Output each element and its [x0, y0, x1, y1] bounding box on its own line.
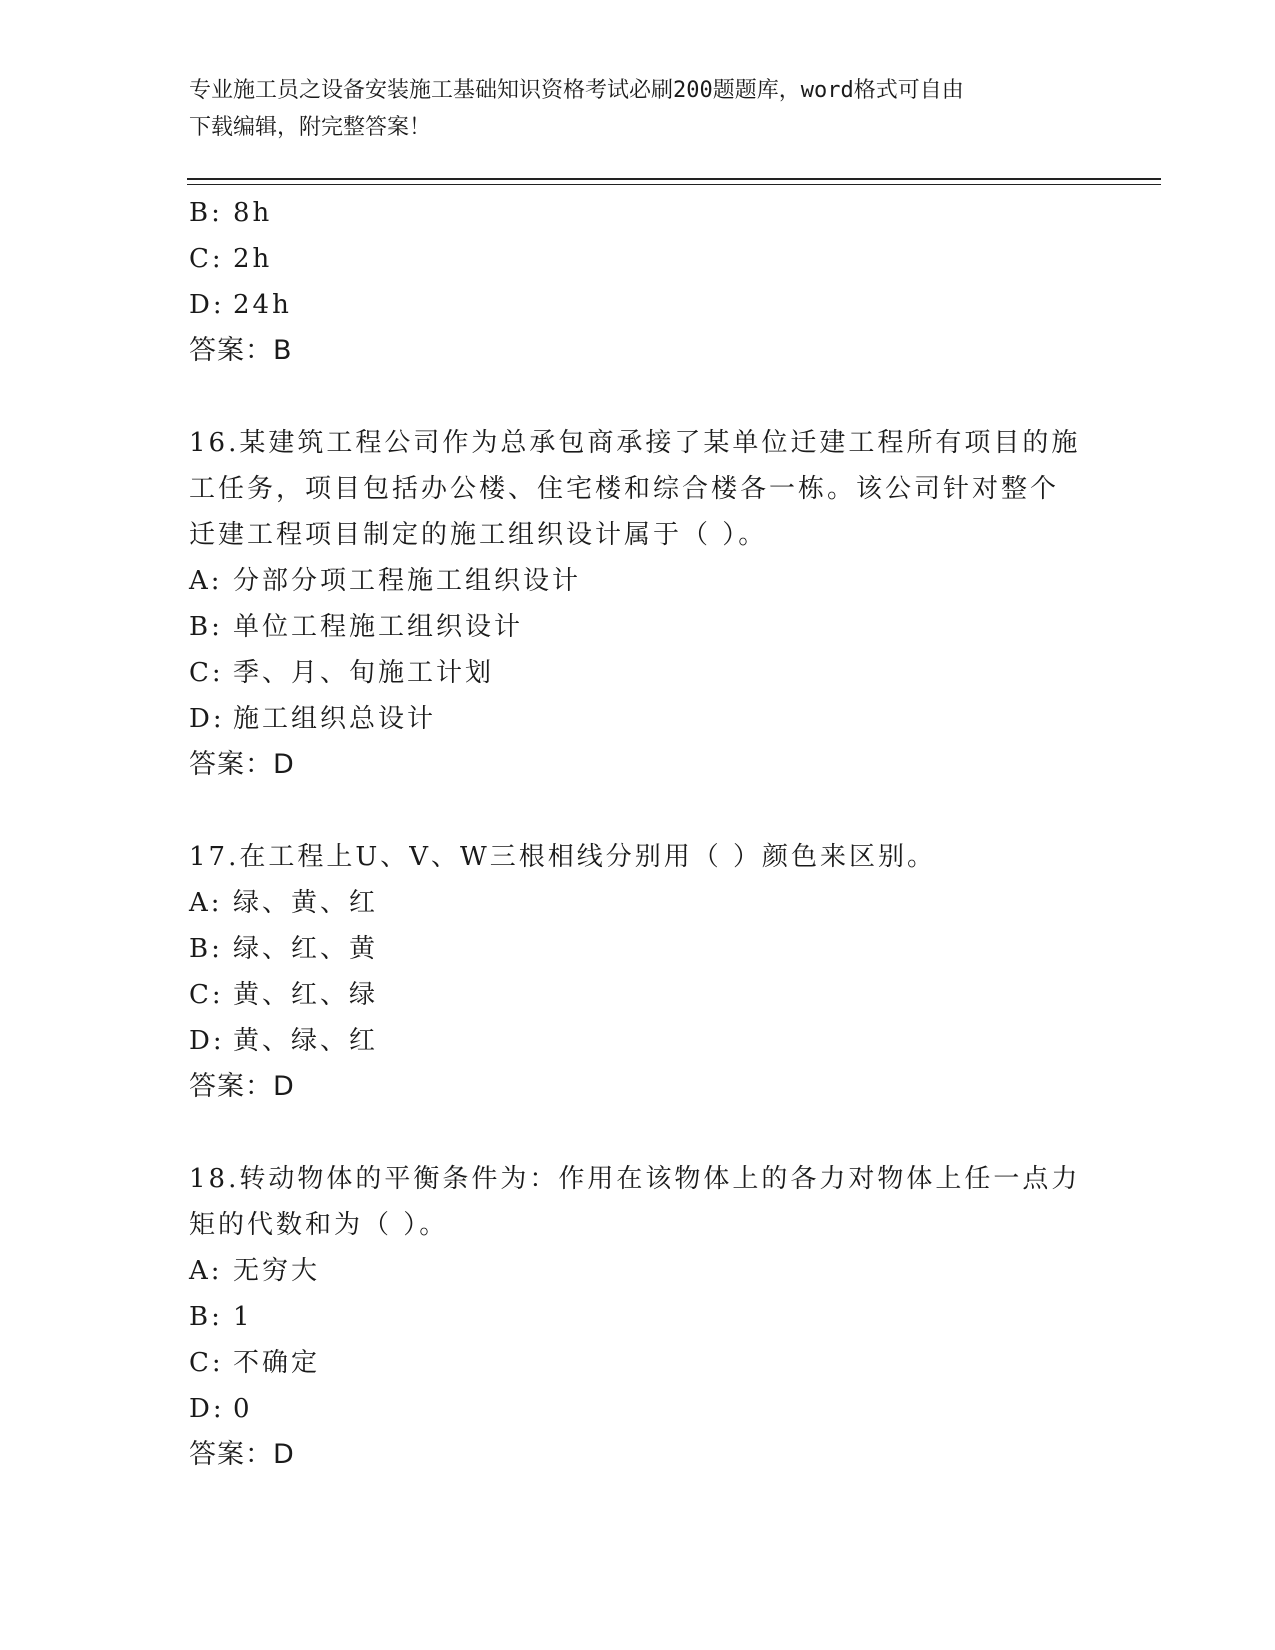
option-a	[189, 1248, 1089, 1294]
header-rule-thick	[187, 178, 1161, 180]
option-d	[189, 282, 1089, 328]
option-c	[189, 650, 1089, 696]
option-text: 绿、黄、红	[233, 888, 379, 918]
option-text: 黄、绿、红	[233, 1026, 379, 1056]
option-key: C:	[189, 1348, 224, 1378]
question-text-line: 工任务，项目包括办公楼、住宅楼和综合楼各一栋。该公司针对整个	[189, 474, 1060, 504]
question-text-line: 18.转动物体的平衡条件为：作用在该物体上的各力对物体上任一点力	[189, 1164, 1081, 1194]
option-text: 1	[233, 1302, 253, 1332]
option-key: C:	[189, 980, 224, 1010]
option-a	[189, 558, 1089, 604]
option-key: A:	[189, 888, 223, 918]
spacer	[189, 788, 1089, 834]
option-text: 不确定	[233, 1348, 321, 1378]
header-rule-thin	[187, 184, 1161, 185]
option-text: 24h	[233, 290, 292, 320]
option-key: D:	[189, 704, 225, 734]
option-d	[189, 1018, 1089, 1064]
option-c	[189, 1340, 1089, 1386]
option-key: C:	[189, 658, 224, 688]
header-line-1: 专业施工员之设备安装施工基础知识资格考试必刷200题题库，word格式可自由	[189, 78, 964, 103]
option-a	[189, 880, 1089, 926]
question-text-line: 矩的代数和为（ ）。	[189, 1210, 449, 1240]
option-c	[189, 236, 1089, 282]
option-text: 0	[233, 1394, 253, 1424]
option-text: 绿、红、黄	[233, 934, 379, 964]
option-b	[189, 926, 1089, 972]
option-b	[189, 1294, 1089, 1340]
answer-line: 答案：D	[189, 1439, 295, 1470]
question-text-line: 迁建工程项目制定的施工组织设计属于（ ）。	[189, 520, 768, 550]
question-text-line: 17.在工程上U、V、W三根相线分别用（ ）颜色来区别。	[189, 842, 937, 872]
option-b	[189, 604, 1089, 650]
option-key: D:	[189, 1394, 225, 1424]
question-16	[189, 420, 1089, 788]
option-key: D:	[189, 290, 225, 320]
option-text: 分部分项工程施工组织设计	[233, 566, 582, 596]
option-text: 无穷大	[233, 1256, 321, 1286]
answer-line: 答案：B	[189, 335, 293, 366]
option-key: C:	[189, 244, 224, 274]
option-text: 施工组织总设计	[233, 704, 437, 734]
prev-question-block	[189, 190, 1089, 374]
option-b	[189, 190, 1089, 236]
option-key: A:	[189, 1256, 223, 1286]
option-text: 2h	[233, 244, 273, 274]
option-key: B:	[189, 1302, 223, 1332]
spacer	[189, 374, 1089, 420]
spacer	[189, 1110, 1089, 1156]
question-17	[189, 834, 1089, 1110]
option-key: B:	[189, 934, 223, 964]
option-text: 黄、红、绿	[233, 980, 379, 1010]
option-key: A:	[189, 566, 223, 596]
option-d	[189, 1386, 1089, 1432]
option-c	[189, 972, 1089, 1018]
option-key: B:	[189, 198, 223, 228]
option-text: 8h	[233, 198, 273, 228]
question-18	[189, 1156, 1089, 1478]
header-line-2: 下载编辑，附完整答案！	[189, 115, 432, 140]
option-text: 单位工程施工组织设计	[233, 612, 524, 642]
option-text: 季、月、旬施工计划	[233, 658, 495, 688]
answer-line: 答案：D	[189, 1071, 295, 1102]
option-key: B:	[189, 612, 223, 642]
answer-line: 答案：D	[189, 749, 295, 780]
document-header	[189, 72, 1089, 146]
question-text-line: 16.某建筑工程公司作为总承包商承接了某单位迁建工程所有项目的施	[189, 428, 1081, 458]
question-content	[189, 190, 1089, 1478]
option-key: D:	[189, 1026, 225, 1056]
option-d	[189, 696, 1089, 742]
